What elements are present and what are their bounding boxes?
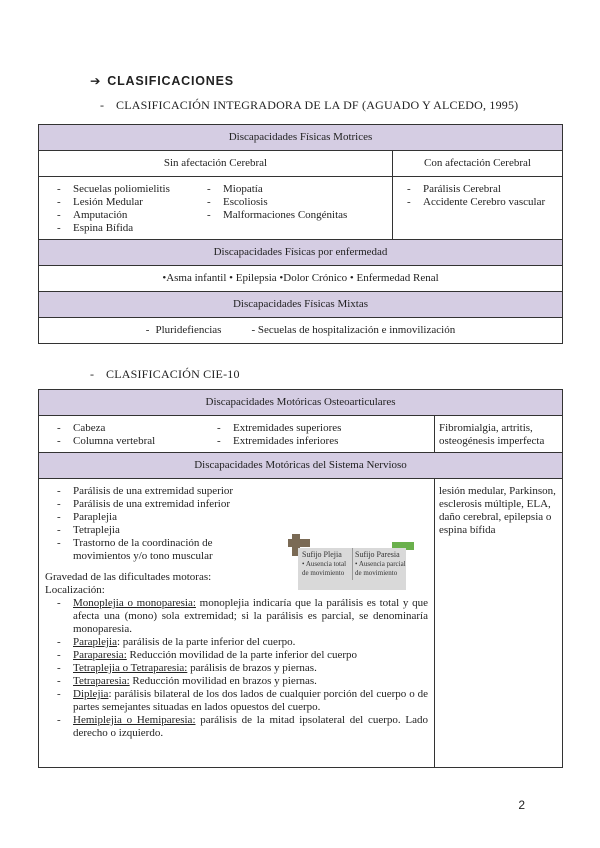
table-cell bbox=[39, 177, 393, 240]
definitions-list bbox=[53, 597, 428, 740]
figure-column-paresia: Sufijo Paresia • Ausencia parcial de movimiento bbox=[352, 548, 409, 580]
list bbox=[53, 183, 203, 235]
subheading-2: - CLASIFICACIÓN CIE-10 bbox=[90, 367, 240, 381]
text-localizacion: Localización: bbox=[45, 584, 105, 596]
table-cell: •Asma infantil • Epilepsia •Dolor Crónico • Enfermedad Renal bbox=[39, 266, 563, 292]
list-item: - Escoliosis bbox=[203, 196, 347, 209]
list-item: - Trastorno de la coordinación de movimientos y/o tono muscular bbox=[53, 537, 263, 563]
list-item: - Tetraplejia bbox=[53, 524, 263, 537]
subheading-1: - CLASIFICACIÓN INTEGRADORA DE LA DF (AGUADO Y ALCEDO, 1995) bbox=[100, 98, 519, 112]
definition-item bbox=[53, 597, 428, 636]
definition-item bbox=[53, 649, 428, 662]
definition-term: Monoplejia o monoparesia: bbox=[73, 597, 196, 609]
list bbox=[53, 485, 263, 563]
definition-item bbox=[53, 714, 428, 740]
definition-text: : parálisis de la parte inferior del cuerpo. bbox=[116, 636, 296, 648]
list-item: - Amputación bbox=[53, 209, 203, 222]
column-header: Con afectación Cerebral bbox=[393, 151, 563, 177]
table-cell: Fibromialgia, artritis, osteogénesis imperfecta bbox=[435, 416, 563, 453]
list-item: - Espina Bífida bbox=[53, 222, 203, 235]
table-cell: lesión medular, Parkinson, esclerosis múltiple, ELA, daño cerebral, epilepsia o espina bífida bbox=[435, 479, 563, 768]
definition-text: : parálisis bilateral de los dos lados de cualquier porción del cuerpo o de partes semejantes situadas en lados opuestos del cuerpo. bbox=[73, 688, 428, 713]
definition-item bbox=[53, 675, 428, 688]
table-header: Discapacidades Motóricas del Sistema Nervioso bbox=[39, 453, 563, 479]
list bbox=[53, 422, 213, 448]
definition-text: Reducción movilidad en brazos y piernas. bbox=[129, 675, 317, 687]
definition-item bbox=[53, 636, 428, 649]
definition-term: Paraparesia: bbox=[73, 649, 127, 661]
section-heading: ➔ CLASIFICACIONES bbox=[90, 74, 234, 88]
table-cell bbox=[39, 416, 435, 453]
table-cell bbox=[39, 479, 435, 768]
cross-shape bbox=[288, 539, 310, 547]
list-item: - Columna vertebral bbox=[53, 435, 213, 448]
list bbox=[403, 183, 556, 209]
definition-text: monoplejia indicaría que la parálisis es total y que afecta una (mono) sola extremidad; si la parálisis es parcial, se denominaría monoparesia. bbox=[73, 597, 428, 635]
arrow-icon: ➔ bbox=[90, 74, 102, 88]
table-header: Discapacidades Físicas Motrices bbox=[39, 125, 563, 151]
list bbox=[213, 422, 341, 448]
figure-column-plejia: Sufijo Plejia • Ausencia total de movimiento bbox=[302, 550, 347, 577]
definition-text: Reducción movilidad de la parte inferior del cuerpo bbox=[126, 649, 358, 661]
list bbox=[203, 183, 347, 235]
page-number: 2 bbox=[518, 798, 525, 812]
table-header: Discapacidades Físicas Mixtas bbox=[39, 292, 563, 318]
definition-text: parálisis de brazos y piernas. bbox=[187, 662, 317, 674]
list-item: - Parálisis de una extremidad superior bbox=[53, 485, 263, 498]
table-header: Discapacidades Motóricas Osteoarticulares bbox=[39, 390, 563, 416]
list-item: - Extremidades inferiores bbox=[213, 435, 341, 448]
list-item: - Miopatía bbox=[203, 183, 347, 196]
list-item: - Malformaciones Congénitas bbox=[203, 209, 347, 222]
table-cell: - Pluridefiencias - Secuelas de hospitalización e inmovilización bbox=[39, 318, 563, 344]
definition-text: parálisis de la mitad ipsolateral del cuerpo. Lado derecho o izquierdo. bbox=[73, 714, 428, 739]
definition-term: Paraplejia bbox=[73, 636, 117, 648]
list-item: - Accidente Cerebro vascular bbox=[403, 196, 556, 209]
list-item: - Cabeza bbox=[53, 422, 213, 435]
definition-item bbox=[53, 662, 428, 675]
table-header: Discapacidades Físicas por enfermedad bbox=[39, 240, 563, 266]
definition-term: Diplejia bbox=[73, 688, 109, 700]
list-item: - Paraplejia bbox=[53, 511, 263, 524]
table-cell bbox=[393, 177, 563, 240]
table-integradora bbox=[38, 124, 563, 344]
text-gravedad: Gravedad de las dificultades motoras: bbox=[45, 571, 212, 583]
column-header: Sin afectación Cerebral bbox=[39, 151, 393, 177]
list-item: - Extremidades superiores bbox=[213, 422, 341, 435]
definition-term: Tetraplejia o Tetraparesia: bbox=[73, 662, 188, 674]
list-item: - Parálisis de una extremidad inferior bbox=[53, 498, 263, 511]
definition-term: Hemiplejia o Hemiparesia: bbox=[73, 714, 196, 726]
suffix-figure bbox=[288, 534, 416, 590]
list-item: - Parálisis Cerebral bbox=[403, 183, 556, 196]
definition-term: Tetraparesia: bbox=[73, 675, 130, 687]
list-item: - Secuelas poliomielitis bbox=[53, 183, 203, 196]
list-item: - Lesión Medular bbox=[53, 196, 203, 209]
definition-item bbox=[53, 688, 428, 714]
